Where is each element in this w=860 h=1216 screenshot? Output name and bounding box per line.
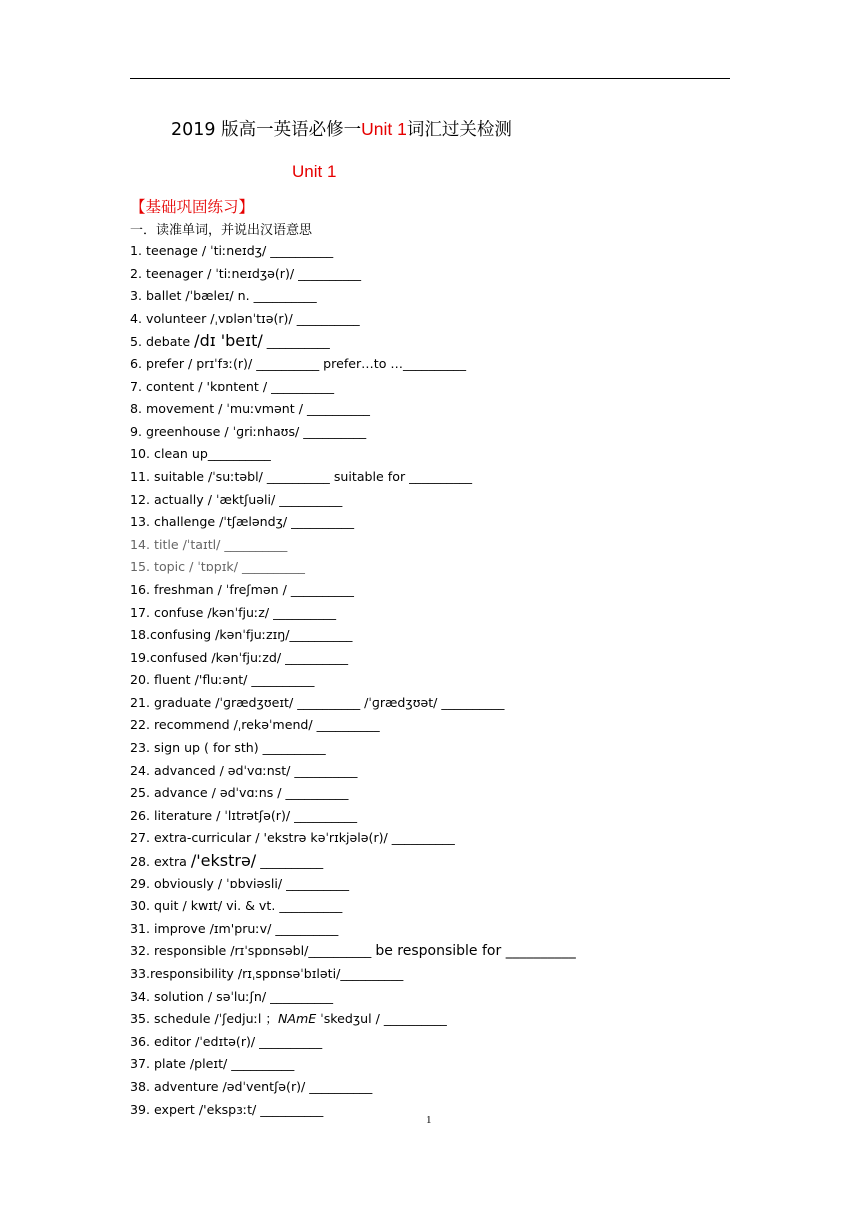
title-prefix: 2019 版高一英语必修一 bbox=[171, 120, 362, 140]
vocab-item: 29. obviously / ˈɒbviəsli/ __________ bbox=[130, 875, 350, 891]
vocab-item-post: __________ bbox=[262, 334, 330, 350]
section-heading: 【基础巩固练习】 bbox=[130, 198, 255, 216]
vocab-item: 16. freshman / ˈfreʃmən / __________ bbox=[130, 581, 354, 597]
vocab-item bbox=[130, 940, 576, 963]
vocab-item-pre: 32. responsible /rɪˈspɒnsəbl/__________ bbox=[130, 943, 376, 959]
vocab-item: 38. adventure /ədˈventʃə(r)/ __________ bbox=[130, 1078, 373, 1094]
vocab-item: 22. recommend /ˌrekəˈmend/ __________ bbox=[130, 717, 380, 733]
vocab-item: 20. fluent /'fluːənt/ __________ bbox=[130, 672, 315, 688]
vocab-item: 13. challenge /ˈtʃæləndʒ/ __________ bbox=[130, 514, 355, 530]
vocab-item: 12. actually / ˈæktʃuəli/ __________ bbox=[130, 491, 343, 507]
page-title bbox=[171, 116, 512, 141]
vocab-item: 31. improve /ɪm'pruːv/ __________ bbox=[130, 920, 339, 936]
vocab-item: 4. volunteer /ˌvɒlənˈtɪə(r)/ __________ bbox=[130, 310, 360, 326]
vocab-item bbox=[130, 850, 576, 873]
vocab-item: 15. topic / ˈtɒpɪk/ __________ bbox=[130, 559, 305, 575]
header-rule bbox=[130, 78, 730, 79]
vocab-item: 39. expert /'ekspɜːt/ __________ bbox=[130, 1101, 324, 1117]
vocab-item: 9. greenhouse / ˈɡriːnhaʊs/ __________ bbox=[130, 423, 367, 439]
vocab-item: 21. graduate /ˈɡrædʒʊeɪt/ __________ /ˈɡrædʒʊət/ __________ bbox=[130, 694, 505, 710]
vocab-item-big: /dɪ 'beɪt/ bbox=[194, 331, 263, 351]
vocab-item: 11. suitable /ˈsuːtəbl/ __________ suitable for __________ bbox=[130, 468, 473, 484]
vocab-item: 24. advanced / ədˈvɑːnst/ __________ bbox=[130, 762, 358, 778]
vocab-item-post: ˈskedʒul / __________ bbox=[316, 1011, 447, 1027]
vocab-item-big: /'ekstrə/ bbox=[190, 851, 257, 871]
vocab-item: 34. solution / səˈluːʃn/ __________ bbox=[130, 988, 334, 1004]
vocab-item-pre: 28. extra bbox=[130, 854, 191, 870]
vocab-item: 3. ballet /ˈbæleɪ/ n. __________ bbox=[130, 288, 317, 304]
vocab-item: 23. sign up ( for sth) __________ bbox=[130, 740, 326, 756]
vocab-item: 2. teenager / ˈtiːneɪdʒə(r)/ __________ bbox=[130, 265, 362, 281]
vocab-item: 17. confuse /kənˈfjuːz/ __________ bbox=[130, 604, 337, 620]
vocab-item bbox=[130, 330, 576, 353]
vocab-item: 36. editor /ˈedɪtə(r)/ __________ bbox=[130, 1033, 323, 1049]
vocab-item: 37. plate /pleɪt/ __________ bbox=[130, 1056, 295, 1072]
vocab-item-mid: be responsible for __________ bbox=[375, 943, 576, 960]
vocab-item: 33.responsibility /rɪˌspɒnsəˈbɪləti/__________ bbox=[130, 966, 404, 981]
instruction-text: 一．读准单词，并说出汉语意思 bbox=[130, 223, 313, 238]
vocab-item: 6. prefer / prɪˈfɜː(r)/ __________ prefer…to …__________ bbox=[130, 355, 466, 371]
vocab-item: 26. literature / ˈlɪtrətʃə(r)/ __________ bbox=[130, 807, 358, 823]
vocab-item: 10. clean up__________ bbox=[130, 446, 271, 462]
vocab-item-it: NAmE bbox=[277, 1011, 317, 1027]
title-suffix: 词汇过关检测 bbox=[406, 120, 512, 140]
vocab-item: 14. title /ˈtaɪtl/ __________ bbox=[130, 536, 288, 552]
vocab-item: 18.confusing /kənˈfjuːzɪŋ/__________ bbox=[130, 627, 353, 643]
page-number: 1 bbox=[426, 1114, 432, 1126]
vocab-item: 19.confused /kənˈfjuːzd/ __________ bbox=[130, 649, 349, 665]
vocab-item bbox=[130, 1008, 576, 1031]
unit-heading: Unit 1 bbox=[292, 162, 337, 181]
vocab-item: 7. content / 'kɒntent / __________ bbox=[130, 378, 335, 394]
vocabulary-list bbox=[130, 240, 576, 1121]
vocab-item: 27. extra-curricular / 'ekstrə kəˈrɪkjələ(r)/ __________ bbox=[130, 830, 455, 846]
vocab-item: 8. movement / ˈmuːvmənt / __________ bbox=[130, 401, 370, 417]
vocab-item: 30. quit / kwɪt/ vi. & vt. __________ bbox=[130, 898, 343, 914]
vocab-item: 25. advance / ədˈvɑːns / __________ bbox=[130, 785, 349, 801]
vocab-item-post: __________ bbox=[256, 854, 324, 870]
vocab-item-pre: 35. schedule /ˈʃedjuːl ； bbox=[130, 1011, 278, 1027]
title-highlight: Unit 1 bbox=[361, 119, 407, 139]
vocab-item-pre: 5. debate bbox=[130, 334, 195, 350]
vocab-item: 1. teenage / ˈtiːneɪdʒ/ __________ bbox=[130, 243, 334, 258]
